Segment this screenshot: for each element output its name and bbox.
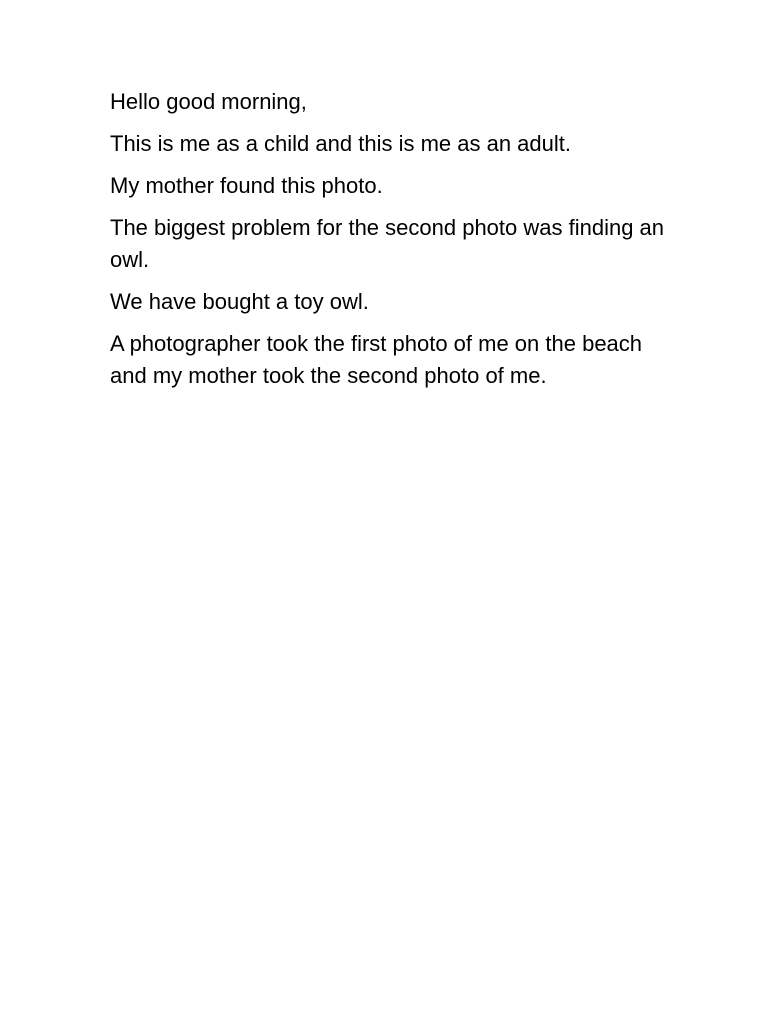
paragraph-toy-owl: We have bought a toy owl.: [110, 289, 369, 314]
paragraph-mother-found: My mother found this photo.: [110, 173, 383, 198]
paragraph-biggest-problem: The biggest problem for the second photo was finding an owl.: [110, 215, 665, 272]
paragraph-photographer: A photographer took the first photo of me on the beach and my mother took the second photo of me.: [110, 331, 643, 388]
paragraph-greeting: Hello good morning,: [110, 89, 307, 114]
paragraph-child-adult: This is me as a child and this is me as an adult.: [110, 131, 571, 156]
